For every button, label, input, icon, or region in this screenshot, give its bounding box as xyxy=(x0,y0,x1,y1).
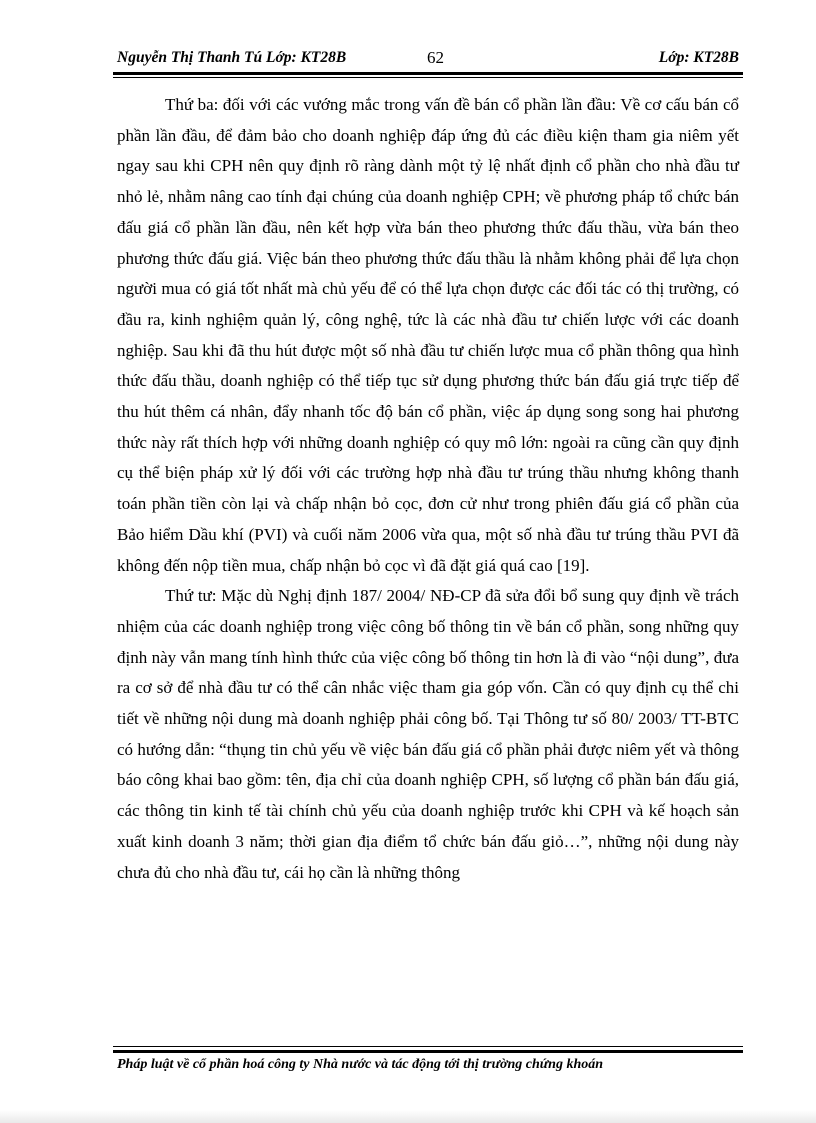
footer-title: Pháp luật về cổ phần hoá công ty Nhà nước và tác động tới thị trường chứng khoán xyxy=(117,1057,604,1072)
page-header xyxy=(117,46,739,72)
page-number: 62 xyxy=(427,48,444,67)
paragraph-thu-ba: Thứ ba: đối với các vướng mắc trong vấn đề bán cổ phần lần đầu: Về cơ cấu bán cổ phần lần đầu, để đảm bảo cho doanh nghiệp đáp ứng đủ các điều kiện tham gia niêm yết ngay sau khi CPH nên quy định rõ ràng dành một tỷ lệ nhất định cổ phần cho nhà đầu tư nhỏ lẻ, nhằm nâng cao tính đại chúng của doanh nghiệp CPH; về phương pháp tổ chức bán đấu giá cổ phần lần đầu, nên kết hợp vừa bán theo phương thức đấu thầu, vừa bán theo phương thức đấu giá. Việc bán theo phương thức đấu thầu là nhằm không phải để lựa chọn người mua có giá tốt nhất mà chủ yếu để có thể lựa chọn được các đối tác có thị trường, có đầu ra, kinh nghiệm quản lý, công nghệ, tức là các nhà đầu tư chiến lược với các doanh nghiệp. Sau khi đã thu hút được một số nhà đầu tư chiến lược mua cổ phần thông qua hình thức đấu thầu, doanh nghiệp có thể tiếp tục sử dụng phương thức bán đấu giá trực tiếp để thu hút thêm cá nhân, đẩy nhanh tốc độ bán cổ phần, việc áp dụng song song hai phương thức này rất thích hợp với những doanh nghiệp có quy mô lớn: ngoài ra cũng cần quy định cụ thể biện pháp xử lý đối với các trường hợp nhà đầu tư trúng thầu nhưng không thanh toán phần tiền còn lại và chấp nhận bỏ cọc, đơn cử như trong phiên đấu giá cổ phần của Bảo hiểm Dầu khí (PVI) và cuối năm 2006 vừa qua, một số nhà đầu tư trúng thầu PVI đã không đến nộp tiền mua, chấp nhận bỏ cọc vì đã đặt giá quá cao [19]. xyxy=(117,95,739,575)
footer-rule-thick xyxy=(113,1050,743,1053)
footer-rule-thin xyxy=(113,1046,743,1047)
body-text xyxy=(117,90,739,888)
header-class: Lớp: KT28B xyxy=(658,49,739,66)
header-author-class: Nguyễn Thị Thanh Tú Lớp: KT28B xyxy=(117,49,347,66)
header-rule-thin xyxy=(113,77,743,78)
header-rule-thick xyxy=(113,72,743,75)
paragraph-thu-tu: Thứ tư: Mặc dù Nghị định 187/ 2004/ NĐ-CP đã sửa đổi bổ sung quy định về trách nhiệm của các doanh nghiệp trong việc công bố thông tin về bán cổ phần, song những quy định này vẫn mang tính hình thức của việc công bố thông tin hơn là đi vào “nội dung”, đưa ra cơ sở để nhà đầu tư có thể cân nhắc việc tham gia góp vốn. Cần có quy định cụ thể chi tiết về những nội dung mà doanh nghiệp phải công bố. Tại Thông tư số 80/ 2003/ TT-BTC có hướng dẫn: “thụng tin chủ yếu về việc bán đấu giá cổ phần phải được niêm yết và thông báo công khai bao gồm: tên, địa chỉ của doanh nghiệp CPH, số lượng cổ phần bán đấu giá, các thông tin kinh tế tài chính chủ yếu của doanh nghiệp trước khi CPH và kế hoạch sản xuất kinh doanh 3 năm; thời gian địa điểm tổ chức bán đấu giỏ…”, những nội dung này chưa đủ cho nhà đầu tư, cái họ cần là những thông xyxy=(117,586,739,882)
page-edge-shadow xyxy=(0,1110,816,1123)
